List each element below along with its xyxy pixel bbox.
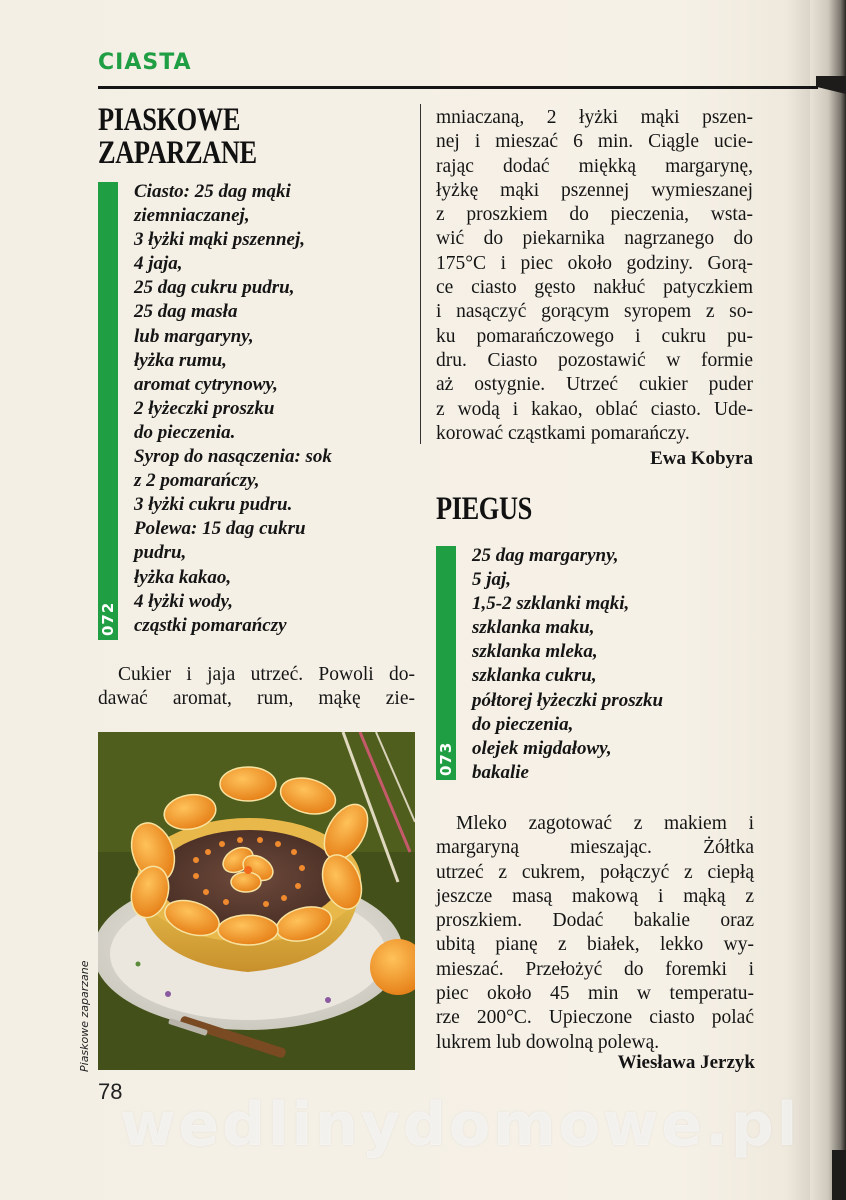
text-line: dru. Ciasto pozostawić w formie	[436, 349, 753, 371]
ingredient-item: cząstki pomarańczy	[134, 614, 287, 636]
ingredient-item: 3 łyżki mąki pszennej,	[134, 229, 306, 251]
ingredient-item: szklanka maku,	[472, 617, 595, 639]
recipe-author: Wiesława Jerzyk	[617, 1052, 755, 1073]
text-line: mieszać. Przełożyć do foremki i	[436, 958, 754, 980]
recipe-number: 072	[99, 601, 117, 636]
ingredient-item: łyżka rumu,	[134, 349, 227, 371]
text-line: ce ciasto gęsto nakłuć patyczkiem	[436, 277, 753, 299]
text-line: 175°C i piec około godziny. Gorą-	[436, 252, 753, 274]
text-line: i nasączyć gorącym syropem z so-	[436, 301, 753, 323]
header-rule	[98, 86, 818, 89]
ingredient-item: olejek migdałowy,	[472, 737, 612, 759]
page-number: 78	[98, 1079, 123, 1104]
ingredient-item: 4 jaja,	[134, 253, 183, 275]
recipe-method-right	[436, 106, 753, 446]
text-line: utrzeć z cukrem, połączyć z ciepłą	[436, 861, 754, 883]
recipe-number: 073	[437, 741, 455, 776]
ingredient-item: 5 jaj,	[472, 569, 512, 591]
ingredient-item: pudru,	[134, 542, 187, 564]
text-line: ubitą pianę z białek, lekko wy-	[436, 934, 754, 956]
ingredient-item: szklanka mleka,	[472, 641, 598, 663]
text-line: rając dodać miękką margarynę,	[436, 155, 753, 177]
text-line: wić do piekarnika nagrzanego do	[436, 228, 753, 250]
text-line: piec około 45 min w temperatu-	[436, 983, 754, 1005]
ingredient-item: Ciasto: 25 dag mąki	[134, 181, 291, 202]
cake-photo	[98, 732, 415, 1070]
text-line: margaryną mieszając. Żółtka	[436, 837, 754, 859]
photo-caption: Piaskowe zaparzane	[78, 960, 91, 1072]
text-line: aż ostygnie. Utrzeć cukier puder	[436, 374, 753, 396]
ingredient-item: łyżka kakao,	[134, 566, 232, 588]
ingredient-list	[134, 180, 414, 638]
ingredient-item: bakalie	[472, 761, 529, 783]
ingredient-item: aromat cytrynowy,	[134, 373, 278, 395]
ingredient-item: ziemniaczanej,	[134, 205, 250, 227]
recipe-author: Ewa Kobyra	[650, 448, 753, 469]
text-line: Cukier i jaja utrzeć. Powoli do-	[118, 664, 415, 685]
text-line: ku pomarańczowego i cukru pu-	[436, 325, 753, 347]
text-line: nej i mieszać 6 min. Ciągle ucie-	[436, 131, 753, 153]
ingredient-list	[472, 544, 762, 785]
ingredient-item: 25 dag cukru pudru,	[134, 277, 295, 299]
ingredient-item: do pieczenia.	[134, 421, 236, 443]
text-line: mniaczaną, 2 łyżki mąki pszen-	[436, 107, 753, 128]
text-line: dawać aromat, rum, mąkę zie-	[98, 688, 415, 710]
page-edge-shadow-bottom	[832, 1150, 846, 1200]
page-edge	[810, 0, 846, 1200]
text-line: Mleko zagotować z makiem i	[456, 813, 754, 834]
recipe-method-left	[98, 663, 415, 712]
ingredient-item: z 2 pomarańczy,	[134, 470, 260, 492]
ingredient-item: 25 dag masła	[134, 301, 238, 323]
ingredient-item: 25 dag margaryny,	[472, 545, 619, 566]
ingredient-item: 4 łyżki wody,	[134, 590, 234, 612]
text-line: jeszcze masą makową i mąką z	[436, 885, 754, 907]
watermark: wedlinydomowe.pl	[120, 1090, 801, 1160]
recipe-title-piaskowe: PIASKOWE ZAPARZANE	[98, 102, 257, 171]
column-divider	[420, 104, 421, 444]
ingredient-item: półtorej łyżeczki proszku	[472, 689, 664, 711]
recipe-title-piegus: PIEGUS	[436, 491, 532, 527]
ingredient-item: 2 łyżeczki proszku	[134, 397, 275, 419]
text-line: lukrem lub dowolną polewą.	[436, 1031, 660, 1053]
ingredient-item: Polewa: 15 dag cukru	[134, 518, 306, 540]
ingredient-item: 1,5-2 szklanki mąki,	[472, 593, 630, 615]
section-title: CIASTA	[98, 50, 192, 75]
recipe-number-bar	[98, 182, 118, 640]
text-line: korować cząstkami pomarańczy.	[436, 422, 690, 444]
text-line: z proszkiem do pieczenia, wsta-	[436, 204, 753, 226]
text-line: łyżkę mąki pszennej wymieszanej	[436, 179, 753, 201]
ingredient-item: Syrop do nasączenia: sok	[134, 446, 332, 468]
text-line: rze 200°C. Upieczone ciasto polać	[436, 1007, 754, 1029]
ingredient-item: do pieczenia,	[472, 713, 574, 735]
text-line: proszkiem. Dodać bakalie oraz	[436, 910, 754, 932]
recipe-method	[436, 812, 754, 1055]
text-line: z wodą i kakao, oblać ciasto. Ude-	[436, 398, 753, 420]
ingredient-item: szklanka cukru,	[472, 665, 597, 687]
ingredient-item: lub margaryny,	[134, 325, 254, 347]
ingredient-item: 3 łyżki cukru pudru.	[134, 494, 293, 516]
